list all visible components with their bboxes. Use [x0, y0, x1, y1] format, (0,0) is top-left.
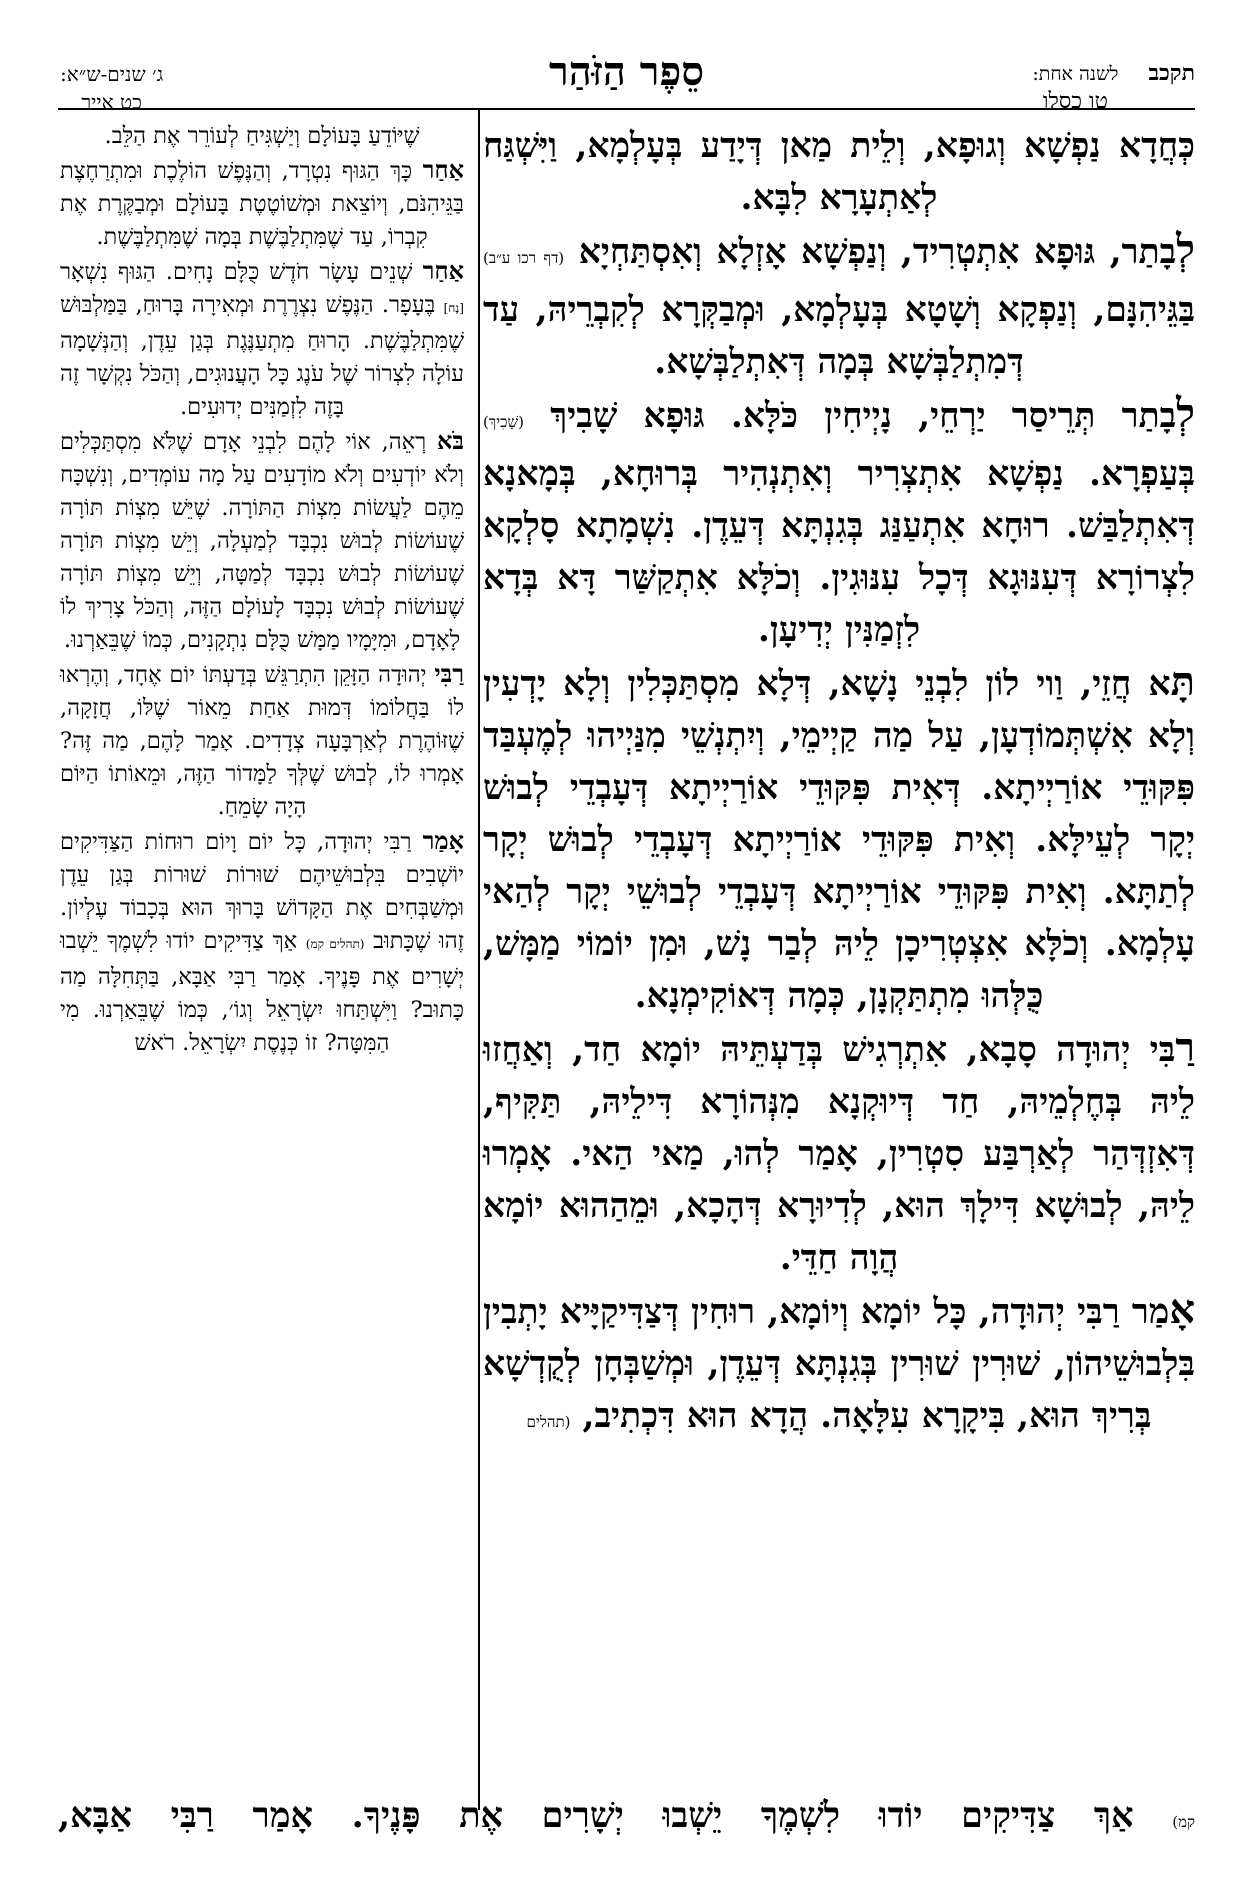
- header-divider: [58, 108, 1195, 110]
- footer-line: [58, 1787, 1195, 1847]
- aramaic-paragraph: כְּחֲדָא נַפְשָׁא וְגוּפָא, וְלֵית מַאן דְּיָדַע בְּעָלְמָא, וַיִּשְׁגַּח לְאַתְעָרָא לִבָּא.: [483, 126, 1195, 218]
- hebrew-paragraph: אַחַר כָּךְ הַגּוּף נִטְרָד, וְהַנֶּפֶשׁ הוֹלֶכֶת וּמִתְרַחֶצֶת בַּגֵּיהִנֹּם, וְיוֹצֵאת וּמְשׁוֹטֶטֶת בָּעוֹלָם וּמְבַקֶּרֶת אֶת קִבְרוֹ, עַד שֶׁמִּתְלַבֶּשֶׁת בְּמָה שֶׁמִּתְלַבֶּשֶׁת.: [60, 155, 465, 250]
- hebrew-paragraph: שֶׁיּוֹדֵעַ בָּעוֹלָם וְיַשְׁגִּיחַ לְעוֹרֵר אֶת הַלֵּב.: [104, 123, 420, 149]
- aramaic-paragraph: רַבִּי יְהוּדָה סָבָא, אִתְרְגִישׁ בְּדַעְתֵּיהּ יוֹמָא חַד, וְאַחֲזוּ לֵיהּ בְּחֶלְמֵיהּ, חַד דְּיוּקְנָא מִנְּהוֹרָא דִּילֵיהּ, תַּקִּיף, דְּאִזְדְּהַר לְאַרְבַּע סִטְרִין, אָמַר לְהוּ, מַאי הַאי. אָמְרוּ לֵיהּ, לְבוּשָׁא דִּילָךְ הוּא, לְדִיוּרָא דְּהָכָא, וּמֵהַהוּא יוֹמָא הֲוָה חַדֵּי.: [483, 1024, 1195, 1278]
- variant-reading: [נָח]: [443, 301, 464, 315]
- schedule-label: לשנה אחת:: [1032, 63, 1119, 85]
- folio-reference: (דף רכו ע״ב): [483, 249, 565, 267]
- aramaic-paragraph: אָמַר רַבִּי יְהוּדָה, כָּל יוֹמָא וְיוֹמָא, רוּחִין דְּצַדִּיקַיָּיא יָתְבִין בִּלְבוּשֵׁיהוֹן, שׁוּרִין שׁוּרִין בְּגִנְתָּא דְּעֵדֶן, וּמְשַׁבְּחָן לְקֻדְשָׁא בְּרִיךְ הוּא, בִּיקָרָא עִלָּאָה. הֲדָא הוּא דִּכְתִיב, (תהלים: [483, 1286, 1195, 1436]
- aramaic-column: [483, 120, 1195, 1448]
- column-divider: [478, 110, 480, 1810]
- schedule-label: ג׳ שנים-ש״א:: [60, 62, 164, 86]
- hebrew-paragraph: אַחַר שְׁנֵים עָשָׂר חֹדֶשׁ כֻּלָּם נָחִים. הַגּוּף נִשְׁאָר [נָח] בֶּעָפָר. הַנֶּפֶשׁ נִצְרֶרֶת וּמְאִירָה בָּרוּחַ, בַּמַּלְבּוּשׁ שֶׁמִּתְלַבֶּשֶׁת. הָרוּחַ מִתְעַנֶּגֶת בְּגַן עֵדֶן, וְהַנְּשָׁמָה עוֹלָה לִצְרוֹר שֶׁל עֹנֶג כָּל הָעֲנוּגִים, וְהַכֹּל נִקְשָׁר זֶה בָּזֶה לִזְמַנִּים יְדוּעִים.: [60, 256, 464, 420]
- hebrew-paragraph: רַבִּי יְהוּדָה הַזָּקֵן הִתְרַגֵּשׁ בְּדַעְתּוֹ יוֹם אֶחָד, וְהֶרְאוּ לוֹ בַּחֲלוֹמוֹ דְּמוּת אַחַת מֵאוֹר שֶׁלּוֹ, חֲזָקָה, שֶׁזּוֹהֶרֶת לְאַרְבָּעָה צְדָדִים. אָמַר לָהֶם, מַה זֶּה? אָמְרוּ לוֹ, לְבוּשׁ שֶׁלְּךָ לַמָּדוֹר הַזֶּה, וּמֵאוֹתוֹ הַיּוֹם הָיָה שָׂמֵחַ.: [60, 659, 464, 820]
- variant-reading: (שָׁכִיךְ): [483, 413, 524, 431]
- page-number: תקכב: [1148, 60, 1195, 86]
- schedule-date: טו כסלו: [1042, 89, 1108, 114]
- aramaic-paragraph: לְבָתַר, גּוּפָא אִתְטְרִיד, וְנַפְשָׁא אָזְלָא וְאִסְתַּחְיָא (דף רכו ע״ב) בַּגֵּיהִנָּם, וְנַפְקָא וְשָׁטָא בְּעָלְמָא, וּמְבַקְּרָא לְקִבְרֵיהּ, עַד דְּמִתְלַבְּשָׁא בְּמָה דְּאִתְלַבְּשָׁא.: [483, 226, 1196, 382]
- verse-reference: (תהלים קמ): [305, 937, 365, 951]
- schedule-date: כט אייר: [81, 90, 142, 114]
- aramaic-paragraph: תָּא חֲזֵי, וַוי לוֹן לִבְנֵי נָשָׁא, דְּלָא מִסְתַּכְּלִין וְלָא יָדְעִין וְלָא אִשְׁתְּמוֹדְעָן, עַל מַה קַיְימֵי, וְיִתְנְשֵׁי מִנַּיְיהוּ לְמֶעְבַּד פִּקּוּדֵי אוֹרַיְיתָא. דְּאִית פִּקּוּדֵי אוֹרַיְיתָא דְּעָבְדֵי לְבוּשׁ יְקָר לְעֵילָּא. וְאִית פִּקּוּדֵי אוֹרַיְיתָא דְּעָבְדֵי לְבוּשׁ יְקָר לְתַתָּא. וְאִית פִּקּוּדֵי אוֹרַיְיתָא דְּעָבְדֵי לְבוּשֵׁי יְקָר לְהַאי עָלְמָא. וְכֹלָּא אִצְטְרִיכָן לֵיהּ לְבַר נָשׁ, וּמִן יוֹמוֹי מַמָּשׁ, כֻּלְּהוּ מִתְתַּקְנָן, כְּמָה דְּאוֹקִימְנָא.: [483, 658, 1195, 1016]
- verse-reference: (תהלים: [526, 1413, 571, 1431]
- footer-text: אַךְ צַדִּיקִים יוֹדוּ לִשְׁמֶךָ יֵשְׁבוּ יְשָׁרִים אֶת פָּנֶיךָ. אָמַר רַבִּי אַבָּא,: [58, 1795, 1134, 1836]
- hebrew-paragraph: בֹּא רְאֵה, אוֹי לָהֶם לִבְנֵי אָדָם שֶׁלֹּא מִסְתַּכְּלִים וְלֹא יוֹדְעִים וְלֹא מוֹדָעִים עַל מָה עוֹמְדִים, וְנִשְׁכָּח מֵהֶם לַעֲשׂוֹת מִצְוֹת הַתּוֹרָה. שֶׁיֵּשׁ מִצְוֹת תּוֹרָה שֶׁעוֹשׂוֹת לְבוּשׁ נִכְבָּד לְמַעְלָה, וְיֵשׁ מִצְוֹת תּוֹרָה שֶׁעוֹשׂוֹת לְבוּשׁ נִכְבָּד לְמַטָּה, וְיֵשׁ מִצְוֹת תּוֹרָה שֶׁעוֹשׂוֹת לְבוּשׁ נִכְבָּד לָעוֹלָם הַזֶּה, וְהַכֹּל צָרִיךְ לוֹ לָאָדָם, וּמִיָּמָיו מַמָּשׁ כֻּלָּם נִתְקָנִים, כְּמוֹ שֶׁבֵּאַרְנוּ.: [60, 426, 464, 653]
- hebrew-translation-column: [60, 120, 464, 1060]
- book-title: סֵפֶר הַזֹּהַר: [549, 48, 704, 95]
- verse-reference: קמ): [1172, 1813, 1196, 1831]
- aramaic-paragraph: לְבָתַר תְּרֵיסַר יַרְחֵי, נָיְיחִין כֹּלָּא. גּוּפָא שָׁבִיךְ (שָׁכִיךְ) בְּעַפְרָא. נַפְשָׁא אִתְצְרִיר וְאִתְנְהִיר בְּרוּחָא, בְּמָאנָא דְּאִתְלַבַּשׁ. רוּחָא אִתְעַנַּג בְּגִנְתָּא דְּעֵדֶן. נִשְׁמָתָא סָלְקָא לִצְרוֹרָא דְּעִנּוּגָא דְּכָל עִנּוּגִין. וְכֹלָּא אִתְקַשַּׁר דָּא בְּדָא לִזְמַנִּין יְדִיעָן.: [483, 390, 1195, 650]
- hebrew-paragraph: אָמַר רַבִּי יְהוּדָה, כָּל יוֹם וָיוֹם רוּחוֹת הַצַּדִּיקִים יוֹשְׁבִים בִּלְבוּשֵׁיהֶם שׁוּרוֹת שׁוּרוֹת בְּגַן עֵדֶן וּמְשַׁבְּחִים אֶת הַקָּדוֹשׁ בָּרוּךְ הוּא בְּכָבוֹד עֶלְיוֹן. זֶהוּ שֶׁכָּתוּב (תהלים קמ) אַךְ צַדִּיקִים יוֹדוּ לִשְׁמֶךָ יֵשְׁבוּ יְשָׁרִים אֶת פָּנֶיךָ. אָמַר רַבִּי אַבָּא, בַּתְּחִלָּה מַה כָּתוּב? וַיִּשְׁתַּחוּ יִשְׂרָאֵל וְגוֹ׳, כְּמוֹ שֶׁבֵּאַרְנוּ. מִי הַמִּטָּה? זוֹ כְּנֶסֶת יִשְׂרָאֵל. רֹאשׁ: [60, 826, 465, 1056]
